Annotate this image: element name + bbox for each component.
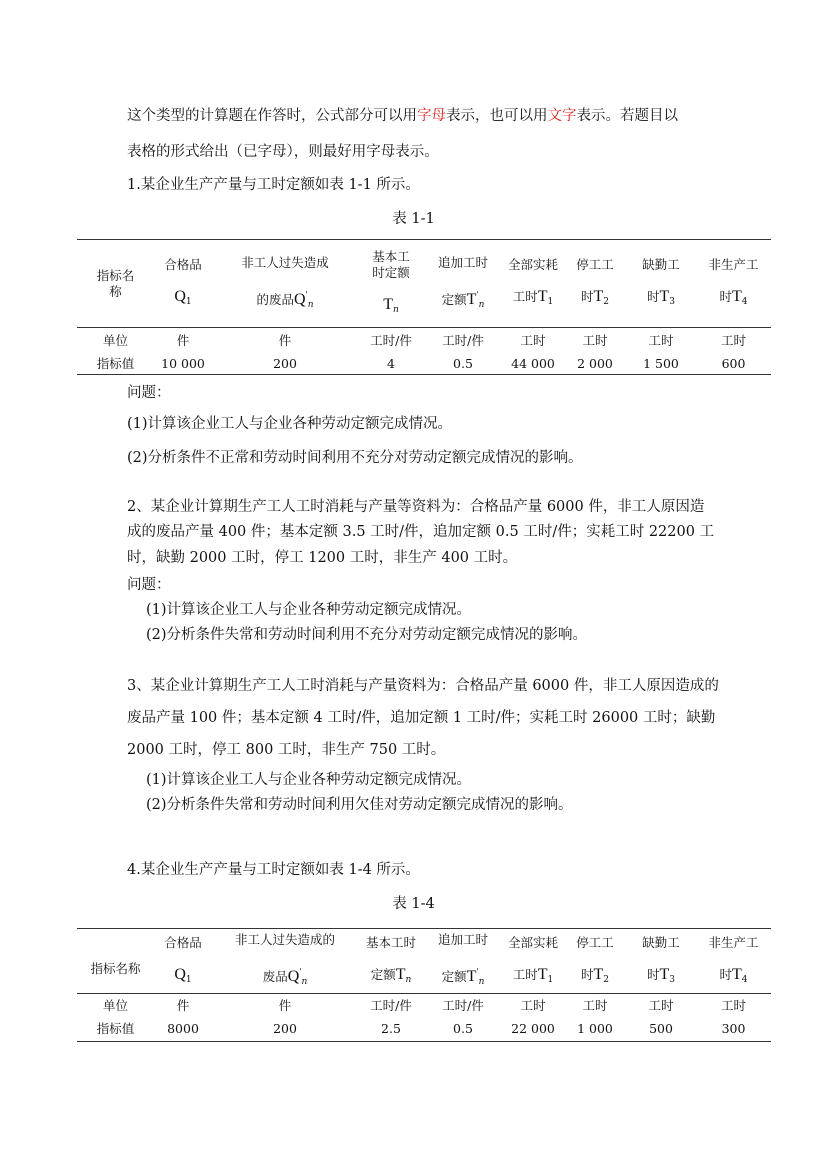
question-1-title: 1.某企业生产产量与工时定额如表 1-1 所示。 bbox=[127, 177, 420, 193]
table-header-row bbox=[77, 929, 771, 994]
table-row-unit: 单位 件 件 工时/件 工时/件 工时 工时 工时 工时 bbox=[102, 997, 746, 1013]
header-extra-norm: 追加工时 定额$T'_n$ bbox=[424, 240, 502, 328]
question-3-item-1: (1)计算该企业工人与企业各种劳动定额完成情况。 bbox=[146, 772, 472, 788]
header-nonproduction: 非生产工 时$T_4$ bbox=[696, 929, 771, 994]
table-1-4 bbox=[77, 928, 771, 1042]
table-row-unit: 单位 件 件 工时/件 工时/件 工时 工时 工时 工时 bbox=[102, 333, 746, 349]
question-2-item-1: (1)计算该企业工人与企业各种劳动定额完成情况。 bbox=[146, 602, 472, 618]
header-stoppage: 停工工 时$T_2$ bbox=[564, 240, 626, 328]
question-1-prompt: 问题： bbox=[127, 385, 171, 401]
table-1-1-caption: 表 1-1 bbox=[392, 211, 435, 227]
intro-highlight-text: 文字 bbox=[547, 108, 577, 124]
table-row-values: 指标值 10 000 200 4 0.5 44 000 2 000 1 500 600 bbox=[77, 355, 771, 375]
table-1-1 bbox=[77, 239, 771, 375]
header-basic-norm: 基本工时 定额$T_n$ bbox=[358, 929, 424, 994]
header-nonproduction: 非生产工 时$T_4$ bbox=[696, 240, 771, 328]
question-2-line-1: 2、某企业计算期生产工人工时消耗与产量等资料为：合格品产量 6000 件，非工人原因造 bbox=[127, 499, 705, 515]
question-3-item-2: (2)分析条件失常和劳动时间利用欠佳对劳动定额完成情况的影响。 bbox=[146, 797, 573, 813]
question-3-line-3: 2000 工时，停工 800 工时，非生产 750 工时。 bbox=[127, 742, 446, 758]
header-absence: 缺勤工 时$T_3$ bbox=[626, 929, 696, 994]
intro-highlight-letters: 字母 bbox=[417, 108, 446, 124]
header-absence: 缺勤工 时$T_3$ bbox=[626, 240, 696, 328]
question-1-item-2: (2)分析条件不正常和劳动时间利用不充分对劳动定额完成情况的影响。 bbox=[127, 450, 583, 466]
table-header-row bbox=[77, 240, 771, 328]
header-stoppage: 停工工 时$T_2$ bbox=[564, 929, 626, 994]
question-2-prompt: 问题： bbox=[127, 577, 171, 593]
question-4-title: 4.某企业生产产量与工时定额如表 1-4 所示。 bbox=[127, 862, 420, 878]
question-1-item-1: (1)计算该企业工人与企业各种劳动定额完成情况。 bbox=[127, 416, 453, 432]
question-2-line-3: 时，缺勤 2000 工时，停工 1200 工时，非生产 400 工时。 bbox=[127, 550, 518, 566]
header-scrap: 非工人过失造成 的废品$Q'_n$ bbox=[212, 240, 358, 328]
question-2-item-2: (2)分析条件失常和劳动时间利用不充分对劳动定额完成情况的影响。 bbox=[146, 627, 588, 643]
question-2-line-2: 成的废品产量 400 件；基本定额 3.5 工时/件，追加定额 0.5 工时/件；实耗工时 22200 工 bbox=[127, 524, 715, 540]
intro-line-2: 表格的形式给出（已字母），则最好用字母表示。 bbox=[127, 144, 439, 160]
table-1-4-caption: 表 1-4 bbox=[392, 896, 435, 912]
question-3-line-1: 3、某企业计算期生产工人工时消耗与产量资料为：合格品产量 6000 件，非工人原因造成的 bbox=[127, 678, 719, 694]
header-basic-norm: 基本工 时定额 $T_n$ bbox=[358, 240, 424, 328]
question-3-line-2: 废品产量 100 件；基本定额 4 工时/件，追加定额 1 工时/件；实耗工时 26000 工时；缺勤 bbox=[127, 710, 716, 726]
header-extra-norm: 追加工时 定额$T'_n$ bbox=[424, 929, 502, 994]
table-row-values: 指标值 8000 200 2.5 0.5 22 000 1 000 500 300 bbox=[77, 1018, 771, 1042]
header-total-hours: 全部实耗 工时$T_1$ bbox=[502, 240, 564, 328]
header-total-hours: 全部实耗 工时$T_1$ bbox=[502, 929, 564, 994]
header-qualified: 合格品 $Q_1$ bbox=[154, 240, 212, 328]
intro-line-1: 这个类型的计算题在作答时，公式部分可以用字母表示，也可以用文字表示。若题目以 bbox=[127, 108, 678, 124]
header-qualified: 合格品 $Q_1$ bbox=[154, 929, 212, 994]
header-scrap: 非工人过失造成的 废品$Q'_n$ bbox=[212, 929, 358, 994]
header-indicator-name: 指标名 称 bbox=[77, 240, 154, 328]
header-indicator-name: 指标名称 bbox=[77, 929, 154, 994]
